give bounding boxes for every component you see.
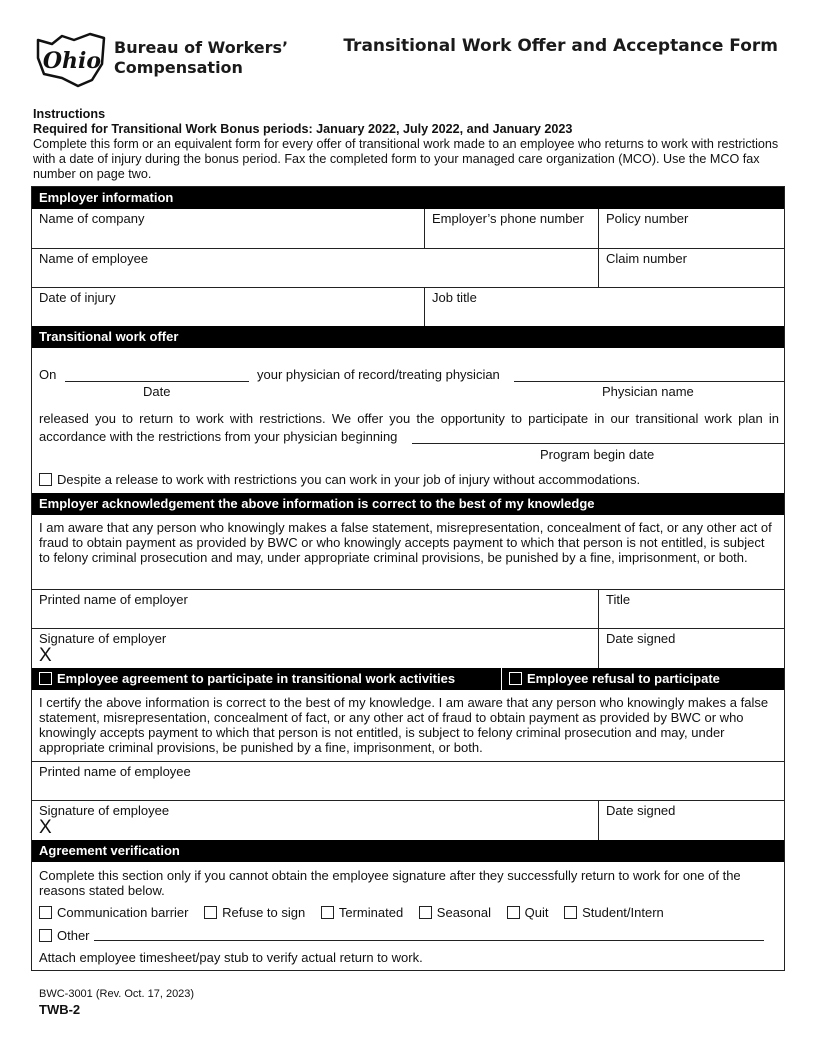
claim-number-label: Claim number xyxy=(606,251,687,266)
employer-signature-label: Signature of employer xyxy=(39,631,167,646)
employer-printed-name-label: Printed name of employer xyxy=(39,592,188,607)
employee-date-signed-field[interactable] xyxy=(598,801,784,840)
option-student-intern-checkbox[interactable] xyxy=(564,906,577,919)
option-seasonal[interactable] xyxy=(419,905,491,920)
despite-release-checkbox[interactable] xyxy=(39,473,52,486)
employer-signature-field[interactable] xyxy=(32,629,598,668)
employer-date-signed-field[interactable] xyxy=(598,629,784,668)
employee-signature-x: X xyxy=(39,817,52,838)
employee-signature-label: Signature of employee xyxy=(39,803,170,818)
employee-printed-name-label: Printed name of employee xyxy=(39,764,191,779)
instructions xyxy=(33,107,783,182)
option-other[interactable] xyxy=(39,928,90,943)
option-label: Quit xyxy=(524,905,549,920)
offer-date-input[interactable] xyxy=(65,368,249,382)
physician-name-input[interactable] xyxy=(514,368,785,382)
employer-ack-body: I am aware that any person who knowingly makes a false statement, misrepresentation, concealment of fact, or any other act of fraud to obtain payment as provided by BWC or who knowingly accepts payment to which that person is not entitled, is subject to felony criminal prosecution and may, under appropriate criminal provisions, be punished by a fine, imprisonment, or both. xyxy=(39,520,772,565)
employee-name-label: Name of employee xyxy=(39,251,149,266)
date-caption: Date xyxy=(143,384,171,399)
employee-agree-option[interactable] xyxy=(32,668,501,690)
employer-date-signed-label: Date signed xyxy=(606,631,676,646)
instructions-body: Complete this form or an equivalent form for every offer of transitional work made to an employee who returns to work with restrictions with a date of injury during the bonus period. Fax the completed form to your managed care organization (MCO). Use the MCO fax number on page two. xyxy=(33,137,779,181)
program-begin-caption: Program begin date xyxy=(540,447,655,462)
employer-title-field[interactable] xyxy=(598,590,784,628)
instructions-heading: Instructions xyxy=(33,107,106,121)
employee-refuse-option[interactable] xyxy=(501,668,784,690)
employee-agree-label: Employee agreement to participate in transitional work activities xyxy=(57,671,456,686)
offer-released-body: released you to return to work with restrictions. We offer you the opportunity to participate in our transitional work plan in accordance with the restrictions from your physician beginning xyxy=(39,411,779,444)
employer-ack-heading: Employer acknowledgement the above information is correct to the best of my knowledge xyxy=(32,493,784,515)
logo-text: Ohio xyxy=(42,48,102,74)
offer-heading: Transitional work offer xyxy=(32,326,784,348)
employee-refuse-label: Employee refusal to participate xyxy=(527,671,720,686)
verification-options xyxy=(39,905,664,920)
policy-number-label: Policy number xyxy=(606,211,689,226)
option-student-intern[interactable] xyxy=(564,905,664,920)
verification-heading: Agreement verification xyxy=(32,840,784,862)
verification-section xyxy=(32,862,784,970)
bureau-line-1: Bureau of Workers’ xyxy=(114,38,289,57)
despite-release-option[interactable] xyxy=(39,472,640,487)
employer-phone-label: Employer’s phone number xyxy=(432,211,584,226)
offer-section xyxy=(32,348,784,493)
option-refuse-to-sign-checkbox[interactable] xyxy=(204,906,217,919)
program-begin-date-input[interactable] xyxy=(412,430,785,444)
ohio-state-outline-icon xyxy=(32,28,112,90)
option-quit[interactable] xyxy=(507,905,549,920)
option-communication-barrier-checkbox[interactable] xyxy=(39,906,52,919)
option-other-checkbox[interactable] xyxy=(39,929,52,942)
despite-release-label: Despite a release to work with restrictions you can work in your job of injury without accommodations. xyxy=(57,472,641,487)
option-label: Refuse to sign xyxy=(222,905,306,920)
option-label: Terminated xyxy=(338,905,404,920)
employer-signature-x: X xyxy=(39,645,52,666)
bureau-name xyxy=(114,38,288,78)
employee-choice-bar xyxy=(32,668,784,690)
employer-title-label: Title xyxy=(606,592,631,607)
form-table xyxy=(31,186,785,971)
verification-attach-note: Attach employee timesheet/pay stub to verify actual return to work. xyxy=(39,950,423,965)
option-quit-checkbox[interactable] xyxy=(507,906,520,919)
company-name-label: Name of company xyxy=(39,211,145,226)
job-title-field[interactable] xyxy=(424,288,784,326)
physician-caption: Physician name xyxy=(602,384,694,399)
employer-phone-field[interactable] xyxy=(424,209,598,248)
option-label: Communication barrier xyxy=(57,905,189,920)
form-title: Transitional Work Offer and Acceptance Form xyxy=(343,36,778,56)
option-refuse-to-sign[interactable] xyxy=(204,905,305,920)
employee-printed-name-field[interactable] xyxy=(32,762,784,800)
option-other-label: Other xyxy=(57,928,90,943)
employee-signature-field[interactable] xyxy=(32,801,598,840)
option-communication-barrier[interactable] xyxy=(39,905,189,920)
company-name-field[interactable] xyxy=(32,209,424,248)
employee-certify-body: I certify the above information is correct to the best of my knowledge. I am aware that any person who knowingly makes a false statement, misrepresentation, concealment of fact, or any other act of fraud to obtain payment as provided by BWC or who knowingly accepts payment to which that person is not entitled, is subject to felony criminal prosecution and may, under appropriate criminal provisions, be punished by a fine, imprisonment, or both. xyxy=(39,695,769,755)
employer-printed-name-field[interactable] xyxy=(32,590,598,628)
offer-on-label: On xyxy=(39,367,57,382)
option-terminated-checkbox[interactable] xyxy=(321,906,334,919)
option-label: Seasonal xyxy=(436,905,492,920)
form-code: TWB-2 xyxy=(39,1002,81,1017)
employee-name-field[interactable] xyxy=(32,249,598,287)
bureau-line-2: Compensation xyxy=(114,58,243,77)
option-seasonal-checkbox[interactable] xyxy=(419,906,432,919)
employee-agree-checkbox[interactable] xyxy=(39,672,52,685)
employee-date-signed-label: Date signed xyxy=(606,803,676,818)
offer-physician-text: your physician of record/treating physician xyxy=(257,367,500,382)
instructions-required: Required for Transitional Work Bonus periods: January 2022, July 2022, and January 2023 xyxy=(33,122,573,136)
employer-info-heading: Employer information xyxy=(32,187,784,209)
option-terminated[interactable] xyxy=(321,905,403,920)
form-id: BWC-3001 (Rev. Oct. 17, 2023) xyxy=(39,988,195,1000)
verification-body: Complete this section only if you cannot obtain the employee signature after they successfully return to work for one of the reasons stated below. xyxy=(39,868,741,898)
option-label: Student/Intern xyxy=(582,905,664,920)
employee-refuse-checkbox[interactable] xyxy=(509,672,522,685)
other-reason-input[interactable] xyxy=(94,927,764,941)
policy-number-field[interactable] xyxy=(598,209,784,248)
date-of-injury-field[interactable] xyxy=(32,288,424,326)
claim-number-field[interactable] xyxy=(598,249,784,287)
job-title-label: Job title xyxy=(432,290,477,305)
date-of-injury-label: Date of injury xyxy=(39,290,116,305)
